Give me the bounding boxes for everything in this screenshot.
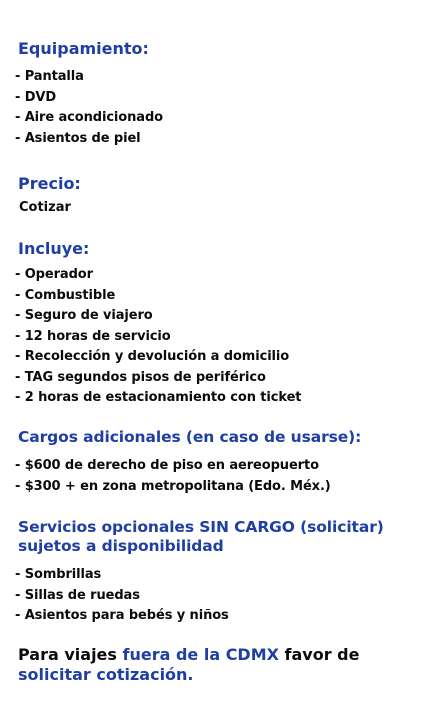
- precio-value: Cotizar: [19, 200, 71, 215]
- list-item: - Aire acondicionado: [15, 110, 163, 125]
- footer-highlight-outside-cdmx: fuera de la CDMX: [122, 645, 279, 664]
- incluye-list: [15, 265, 301, 409]
- precio-heading: Precio:: [18, 174, 81, 193]
- footer-text-part2: favor de: [278, 645, 360, 664]
- servicios-list: [15, 565, 229, 627]
- list-item: - $600 de derecho de piso en aereopuerto: [15, 458, 319, 473]
- list-item: - TAG segundos pisos de periférico: [15, 369, 266, 385]
- list-item: - $300 + en zona metropolitana (Edo. Méx.): [15, 478, 331, 494]
- list-item: - 12 horas de servicio: [15, 328, 171, 344]
- servicios-heading-line2: sujetos a disponibilidad: [18, 537, 224, 555]
- cargos-list: [15, 456, 331, 497]
- incluye-heading: Incluye:: [18, 239, 90, 258]
- cargos-heading: Cargos adicionales (en caso de usarse):: [18, 428, 362, 446]
- list-item: - DVD: [15, 89, 57, 105]
- list-item: - Sillas de ruedas: [15, 587, 140, 603]
- list-item: - Asientos de piel: [15, 130, 141, 146]
- footer-note: [18, 645, 414, 685]
- equipamiento-list: [15, 67, 163, 149]
- list-item: - Sombrillas: [15, 567, 102, 582]
- footer-text-part1: Para viajes: [18, 645, 123, 664]
- list-item: - Asientos para bebés y niños: [15, 608, 229, 623]
- servicios-heading-line1: Servicios opcionales SIN CARGO (solicitar): [18, 518, 384, 536]
- list-item: - Recolección y devolución a domicilio: [15, 349, 290, 364]
- list-item: - Seguro de viajero: [15, 308, 153, 323]
- list-item: - 2 horas de estacionamiento con ticket: [15, 390, 302, 405]
- equipamiento-heading: Equipamiento:: [18, 39, 149, 58]
- list-item: - Combustible: [15, 287, 116, 303]
- footer-highlight-request-quote: solicitar cotización.: [18, 665, 194, 684]
- list-item: - Operador: [15, 267, 93, 282]
- list-item: - Pantalla: [15, 69, 84, 84]
